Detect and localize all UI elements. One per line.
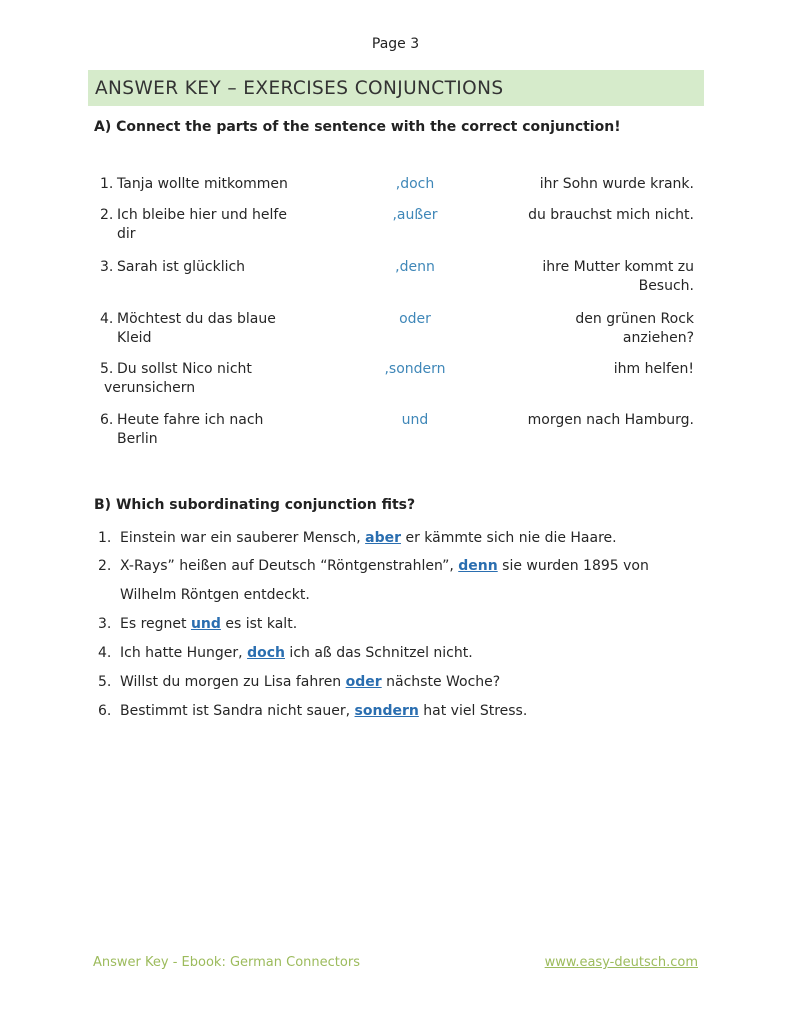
item-text — [120, 530, 617, 546]
conjunction-answer: oder — [399, 311, 431, 327]
item-number: 5. — [98, 674, 112, 690]
row-number: 3. — [100, 259, 114, 275]
row-number: 2. — [100, 207, 114, 223]
answer-word: und — [190, 616, 221, 632]
conjunction-answer: ,denn — [395, 259, 435, 275]
item-number: 1. — [98, 530, 112, 546]
footer-website-link[interactable]: www.easy-deutsch.com — [544, 955, 698, 970]
sentence-part-right: ihr Sohn wurde krank. — [539, 176, 694, 192]
sentence-part-right-line2: anziehen? — [622, 330, 694, 346]
page-number: Page 3 — [371, 36, 420, 52]
text-before: Einstein war ein sauberer Mensch, — [120, 530, 366, 546]
sentence-part-left-line1: Du sollst Nico nicht — [117, 361, 252, 377]
sentence-part-right-line1: den grünen Rock — [575, 311, 694, 327]
answer-word: doch — [247, 645, 285, 661]
sentence-part-left: Sarah ist glücklich — [117, 259, 246, 275]
answer-word: denn — [458, 558, 498, 574]
item-text — [120, 674, 500, 690]
list-item — [98, 645, 698, 667]
answer-word: aber — [365, 530, 401, 546]
text-after: es ist kalt. — [220, 616, 298, 632]
list-item — [98, 530, 698, 552]
text-after: er kämmte sich nie die Haare. — [401, 530, 617, 546]
text-before: Ich hatte Hunger, — [120, 645, 248, 661]
item-text — [120, 703, 527, 719]
sentence-part-right-line2: Besuch. — [638, 278, 694, 294]
conjunction-answer: ,außer — [392, 207, 438, 223]
list-item — [98, 703, 698, 725]
item-text — [120, 558, 649, 574]
conjunction-answer: und — [401, 412, 429, 428]
row-number: 1. — [100, 176, 114, 192]
sentence-part-right — [494, 258, 694, 296]
sentence-part-right — [494, 310, 694, 348]
text-after: hat viel Stress. — [418, 703, 528, 719]
row-number: 4. — [100, 311, 114, 327]
sentence-part-left — [104, 360, 307, 398]
footer-ebook-title: Answer Key - Ebook: German Connectors — [93, 955, 360, 970]
text-after: sie wurden 1895 von — [497, 558, 649, 574]
list-item-continuation — [98, 587, 698, 609]
list-item — [98, 616, 698, 638]
answer-word: sondern — [354, 703, 419, 719]
text-before: Willst du morgen zu Lisa fahren — [120, 674, 346, 690]
section-b-heading: B) Which subordinating conjunction fits? — [94, 497, 416, 513]
text-before: X-Rays” heißen auf Deutsch “Röntgenstrahlen”, — [120, 558, 459, 574]
sentence-part-right-line1: ihre Mutter kommt zu — [542, 259, 694, 275]
text-after: ich aß das Schnitzel nicht. — [284, 645, 473, 661]
sentence-part-left-line2: verunsichern — [104, 380, 196, 396]
item-text — [120, 616, 297, 632]
text-after: nächste Woche? — [381, 674, 501, 690]
item-text — [120, 645, 473, 661]
row-number: 5. — [100, 361, 114, 377]
text-before: Es regnet — [120, 616, 191, 632]
list-item — [98, 674, 698, 696]
conjunction-answer: ,sondern — [384, 361, 446, 377]
sentence-part-left: Heute fahre ich nach Berlin — [117, 412, 264, 447]
text-before: Bestimmt ist Sandra nicht sauer, — [120, 703, 355, 719]
conjunction-answer: ,doch — [395, 176, 435, 192]
sentence-part-right: ihm helfen! — [613, 361, 694, 377]
sentence-part-right: du brauchst mich nicht. — [528, 207, 694, 223]
sentence-part-left: Möchtest du das blaue Kleid — [117, 311, 276, 346]
item-number: 6. — [98, 703, 112, 719]
page-title: ANSWER KEY – EXERCISES CONJUNCTIONS — [95, 77, 504, 99]
row-number: 6. — [100, 412, 114, 428]
sentence-part-left: Tanja wollte mitkommen — [117, 176, 288, 192]
item-number: 2. — [98, 558, 112, 574]
title-bar — [88, 70, 704, 106]
list-item — [98, 558, 698, 580]
item-number: 3. — [98, 616, 112, 632]
sentence-part-left: Ich bleibe hier und helfe dir — [117, 207, 287, 242]
section-a-heading: A) Connect the parts of the sentence with the correct conjunction! — [94, 119, 621, 135]
item-text: Wilhelm Röntgen entdeckt. — [120, 587, 310, 603]
item-number: 4. — [98, 645, 112, 661]
sentence-part-right: morgen nach Hamburg. — [527, 412, 694, 428]
answer-word: oder — [345, 674, 382, 690]
